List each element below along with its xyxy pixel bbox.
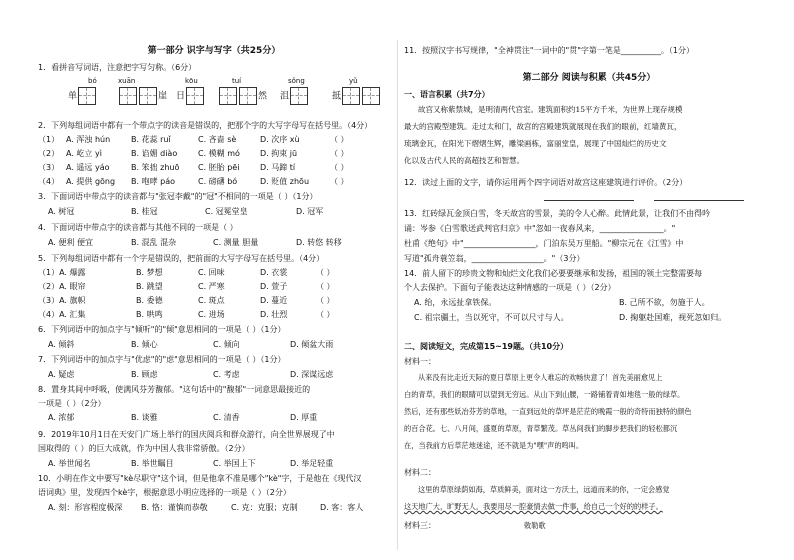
q1-box-1[interactable] bbox=[78, 87, 96, 105]
q13-line-2: 诵：岑参《白雪歌送武判官归京》中"忽如一夜春风来，________________。" bbox=[404, 224, 676, 233]
q1-stem: 1．看拼音写词语，注意把字写匀称。（6分） bbox=[38, 63, 197, 72]
material1-line-4: 的百合花。七、八月间，盛夏的草原，青草繁茂。草丛间我们的脚步把我们的轻松都沉 bbox=[404, 424, 678, 433]
column-divider bbox=[397, 40, 398, 550]
q8-option-b[interactable]: B. 谈雅 bbox=[131, 413, 158, 422]
q9-stem-line2: 国取得的（ ）的巨大成就，作为中国人我非常骄傲。（2分） bbox=[38, 444, 250, 453]
q2-row-num: （4） bbox=[38, 177, 60, 186]
material1-line-3: 然后，还有那些妖冶芬芳的草地，一直到远处的草坪是茫茫的晚霞一般的奇特而独特的颜色 bbox=[404, 407, 692, 416]
q1-box-3[interactable] bbox=[139, 87, 157, 105]
q11-stem: 11．按照汉字书写规律，"全神贯注"一词中的"贯"字第一笔是__________。（1分） bbox=[404, 46, 694, 55]
passage-line-2: 最大的宫殿型建筑。走过太和门，故宫的宫殿建筑就展现在我们的眼前，红墙黄瓦， bbox=[404, 122, 682, 131]
q14-option-c[interactable]: C. 祖宗疆土，当以死守，不可以尺寸与人。 bbox=[414, 313, 569, 322]
q10-option-b[interactable]: B. 恪：谨慎而恭敬 bbox=[141, 503, 208, 512]
q8-option-c[interactable]: C. 清香 bbox=[213, 413, 240, 422]
q1-box-2[interactable] bbox=[119, 87, 137, 105]
section1-title: 一、语言积累（共7分） bbox=[404, 90, 490, 99]
q2-option-b: B. 花蕊 ruǐ bbox=[131, 135, 171, 144]
q8-option-a[interactable]: A. 浓郁 bbox=[48, 413, 75, 422]
q6-option-d[interactable]: D. 倾盆大雨 bbox=[290, 340, 334, 349]
q2-option-a: A. 提供 gōng bbox=[66, 177, 116, 186]
q4-option-a[interactable]: A. 便利 便宜 bbox=[48, 238, 93, 247]
q12-stem: 12．读过上面的文字，请你运用两个四字词语对故宫这座建筑进行评价。（2分） bbox=[404, 178, 688, 187]
q8-stem-line2: 一项是（ ）（2分） bbox=[38, 399, 106, 408]
q14-option-b[interactable]: B. 己所不欲，勿施于人。 bbox=[619, 298, 710, 307]
q5-option-d: D. 壮烈 bbox=[260, 310, 288, 319]
part1-title: 第一部分 识字与写字（共25分） bbox=[147, 46, 281, 56]
q7-stem: 7．下列词语中的加点字与"优虑"的"虑"意思相同的一项是（ ）（1分） bbox=[38, 355, 286, 364]
q1-pinyin-5: sǒng bbox=[288, 77, 305, 85]
q8-stem-line1: 8．置身其间中呼吸，使满风芬芳馥郁。"这句话中的"馥郁"一词意思最接近的 bbox=[38, 385, 311, 394]
q9-option-c[interactable]: C. 举国上下 bbox=[213, 459, 256, 468]
q4-option-c[interactable]: C. 测量 胆量 bbox=[213, 238, 259, 247]
q14-stem-line1: 14．前人留下的珍贵文物和灿烂文化我们必要要继承和发扬，祖国的领土完整需要每 bbox=[404, 269, 703, 278]
q5-option-b: B. 委德 bbox=[136, 296, 163, 305]
material1-line-2: 白的青草，我们的眼睛可以望到无穷远。从山下到山腰，一路铺着青如地毯一般的绿草。 bbox=[404, 390, 685, 399]
q9-option-b[interactable]: B. 举世瞩目 bbox=[131, 459, 174, 468]
q2-row-num: （3） bbox=[38, 163, 60, 172]
q1-pinyin-2: xuān bbox=[118, 77, 136, 85]
q5-option-a: （3）A. 旗帜 bbox=[38, 296, 86, 305]
q2-option-b: B. 笨拙 zhuō bbox=[131, 163, 180, 172]
material3-label: 材料三： bbox=[404, 521, 436, 530]
q2-option-c: C. 吝啬 sè bbox=[198, 135, 237, 144]
q9-option-a[interactable]: A. 举世闻名 bbox=[48, 459, 91, 468]
section2-title: 二、阅读短文，完成第15~19题。（共10分） bbox=[404, 342, 569, 351]
q5-option-b: B. 跳望 bbox=[136, 282, 163, 291]
q4-option-d[interactable]: D. 转悠 转移 bbox=[296, 238, 342, 247]
q10-option-a[interactable]: A. 刻：形容程度极深 bbox=[48, 503, 123, 512]
q12-answer-blank-1[interactable] bbox=[544, 200, 634, 201]
q1-char-6: 抵 bbox=[332, 91, 342, 102]
q5-option-c: C. 进场 bbox=[198, 310, 225, 319]
q8-option-d[interactable]: D. 厚重 bbox=[290, 413, 318, 422]
q2-option-b: B. 谄媚 diào bbox=[131, 149, 178, 158]
q1-box-8[interactable] bbox=[342, 87, 360, 105]
q6-option-a[interactable]: A. 倾斜 bbox=[48, 340, 75, 349]
q14-option-d[interactable]: D. 掬躯赴国难，视死忽如归。 bbox=[619, 313, 727, 322]
q10-option-d[interactable]: D. 客：客人 bbox=[320, 503, 364, 512]
q5-option-c: C. 严寒 bbox=[198, 282, 225, 291]
q1-box-9[interactable] bbox=[362, 87, 380, 105]
q1-word-2 bbox=[118, 87, 167, 105]
q13-line-3: 杜甫《绝句》中"__________________，门泊东吴万里船。"柳宗元在《江雪》中 bbox=[404, 239, 684, 248]
q2-option-c: C. 模糊 mó bbox=[198, 149, 240, 158]
q1-pinyin-1: bó bbox=[88, 77, 97, 85]
q5-option-a: （1）A. 爆露 bbox=[38, 268, 86, 277]
q2-answer-paren[interactable]: （ ） bbox=[330, 163, 349, 172]
q1-char-3: 日 bbox=[176, 91, 186, 102]
q7-option-d[interactable]: D. 深谋远虑 bbox=[290, 370, 334, 379]
q6-option-b[interactable]: B. 倾心 bbox=[131, 340, 158, 349]
q2-option-d: D. 马蹄 tí bbox=[260, 163, 296, 172]
q5-option-d: D. 蔓近 bbox=[260, 296, 288, 305]
q5-option-d: D. 萱子 bbox=[260, 282, 288, 291]
q1-box-5[interactable] bbox=[219, 87, 237, 105]
q5-option-a: （4）A. 汇集 bbox=[38, 310, 86, 319]
material3-poem-title: 敕勒歌 bbox=[524, 521, 546, 530]
q3-stem: 3．下面词语中带点字的读音都与"张冠李戴"的"冠"不相同的一项是（ ）（1分） bbox=[38, 192, 318, 201]
q1-pinyin-4: tuí bbox=[232, 77, 242, 85]
material1-line-5: 在，当我前方后草茫地迷途，还不就是为"嘿"声的鸣叫。 bbox=[404, 441, 584, 450]
q1-word-3 bbox=[176, 87, 205, 105]
q9-option-d[interactable]: D. 举足轻重 bbox=[290, 459, 334, 468]
q6-stem: 6．下列词语中的加点字与"倾听"的"倾"意思相同的一项是（ ）（1分） bbox=[38, 325, 286, 334]
q2-row-num: （2） bbox=[38, 149, 60, 158]
q4-stem: 4．下面词语中带点字的读音都与其他不同的一项是（ ） bbox=[38, 223, 238, 232]
q1-word-5 bbox=[280, 87, 309, 105]
q6-option-c[interactable]: C. 倾向 bbox=[213, 340, 240, 349]
q10-option-c[interactable]: C. 克：克服；克制 bbox=[231, 503, 298, 512]
q2-option-d: D. 贬值 zhōu bbox=[260, 177, 310, 186]
q7-option-c[interactable]: C. 考虑 bbox=[213, 370, 240, 379]
part2-title: 第二部分 阅读与积累（共45分） bbox=[522, 73, 656, 83]
q2-option-a: A. 遥远 yáo bbox=[66, 163, 110, 172]
material1-line-1: 从来没有比走近天际的夏日草原上更令人难忘的欢畅快意了！首先美丽愈见上 bbox=[418, 373, 663, 382]
q1-box-6[interactable] bbox=[239, 87, 257, 105]
q3-option-d[interactable]: D. 冠军 bbox=[296, 207, 324, 216]
q5-option-b: B. 梦想 bbox=[136, 268, 163, 277]
q1-word-1 bbox=[68, 87, 97, 105]
q1-char-2: 崖 bbox=[158, 91, 168, 102]
q3-option-a[interactable]: A. 树冠 bbox=[48, 207, 75, 216]
q1-char-4: 然 bbox=[258, 91, 268, 102]
q13-line-4: 写道"孤舟蓑笠翁，__________________。"（3分） bbox=[404, 254, 585, 263]
q2-row-num: （1） bbox=[38, 135, 60, 144]
q14-option-a[interactable]: A. 绐，永远扯拿铁保。 bbox=[414, 298, 497, 307]
q1-pinyin-6: yǔ bbox=[349, 77, 358, 85]
q12-answer-blank-2[interactable] bbox=[654, 200, 744, 201]
q7-option-b[interactable]: B. 顾虑 bbox=[131, 370, 158, 379]
q2-answer-paren[interactable]: （ ） bbox=[330, 135, 349, 144]
q5-answer-paren[interactable]: （ ） bbox=[316, 296, 335, 305]
q1-box-7[interactable] bbox=[290, 87, 308, 105]
passage-line-4: 化以及古代人民的高超技艺和智慧。 bbox=[404, 156, 524, 165]
passage-line-3: 琉璃金瓦，在阳光下熠熠生辉，雕梁画栋，富丽堂皇，展现了中国灿烂的历史文 bbox=[404, 139, 667, 148]
q3-option-c[interactable]: C. 冠冕堂皇 bbox=[205, 207, 248, 216]
q10-stem-line2: 语词典》里，发现四个kè字，根据意思小明应选择的一项是（ ）（2分） bbox=[38, 488, 291, 497]
q2-option-d: D. 拘束 jū bbox=[260, 149, 298, 158]
q2-answer-paren[interactable]: （ ） bbox=[330, 177, 349, 186]
q2-stem: 2．下列每组词语中都有一个带点字的读音是错误的，把那个字的大写字母写在括号里。（4分） bbox=[38, 121, 373, 130]
q2-option-a: A. 浑浊 hún bbox=[66, 135, 111, 144]
q2-option-b: B. 咆哮 páo bbox=[131, 177, 175, 186]
q5-option-c: C. 回味 bbox=[198, 268, 225, 277]
q14-stem-line2: 个人去保护。下面句子能表达这种情感的一项是（ ）（2分） bbox=[404, 283, 616, 292]
q5-answer-paren[interactable]: （ ） bbox=[316, 282, 335, 291]
q5-option-c: C. 斑点 bbox=[198, 296, 225, 305]
passage-line-1: 故宫又称紫禁城，是明清两代宫室。建筑面积约15平方千米，为世界上现存规模 bbox=[418, 105, 683, 114]
q4-option-b[interactable]: B. 混乱 混杂 bbox=[131, 238, 177, 247]
q10-stem-line1: 10．小明在作文中要写"kè尽职守"这个词，但是他拿不准是哪个"kè"字，于是他在《现代汉 bbox=[38, 474, 362, 483]
q9-stem-line1: 9．2019年10月1日在天安门广场上举行的国庆阅兵和群众游行，向全世界展现了中 bbox=[38, 430, 335, 439]
q2-answer-paren[interactable]: （ ） bbox=[330, 149, 349, 158]
q5-option-d: D. 衣裳 bbox=[260, 268, 288, 277]
q2-option-a: A. 屹立 yì bbox=[66, 149, 102, 158]
q13-line-1: 13．红砖绿瓦金顶白雪，冬天故宫的雪景，美的令人心醉。此情此景，让我们不由得吟 bbox=[404, 209, 711, 218]
material2-line-2: 这天地广大，旷野无人，我要用尽一腔豪情去做一件事，给自己一个好的的样子。 bbox=[404, 502, 663, 511]
q1-char-1: 单 bbox=[68, 91, 78, 102]
material2-label: 材料二： bbox=[404, 468, 436, 477]
material2-line-1: 这里的草原绿荫如海，草质鲜美，面对这一方沃土，远道而来的你，一定会感觉 bbox=[418, 485, 670, 494]
q5-answer-paren[interactable]: （ ） bbox=[316, 310, 335, 319]
q1-char-5: 沮 bbox=[280, 91, 290, 102]
q1-pinyin-3: kōu bbox=[185, 77, 198, 85]
q3-option-b[interactable]: B. 桂冠 bbox=[131, 207, 158, 216]
q5-stem: 5．下列每组词语中都有一个字是错误的，把前面的大写字母写在括号里。（4分） bbox=[38, 254, 325, 263]
q5-option-b: B. 哄鸣 bbox=[136, 310, 163, 319]
q2-option-d: D. 次序 xù bbox=[260, 135, 300, 144]
q1-word-6 bbox=[332, 87, 381, 105]
q2-option-c: C. 磅礴 bó bbox=[198, 177, 238, 186]
q7-option-a[interactable]: A. 疑虑 bbox=[48, 370, 75, 379]
q1-box-4[interactable] bbox=[186, 87, 204, 105]
q5-answer-paren[interactable]: （ ） bbox=[316, 268, 335, 277]
q1-word-4 bbox=[218, 87, 267, 105]
q5-option-a: （2）A. 眼帘 bbox=[38, 282, 86, 291]
material1-label: 材料一： bbox=[404, 357, 436, 366]
q2-option-c: C. 胚胎 pēi bbox=[198, 163, 240, 172]
